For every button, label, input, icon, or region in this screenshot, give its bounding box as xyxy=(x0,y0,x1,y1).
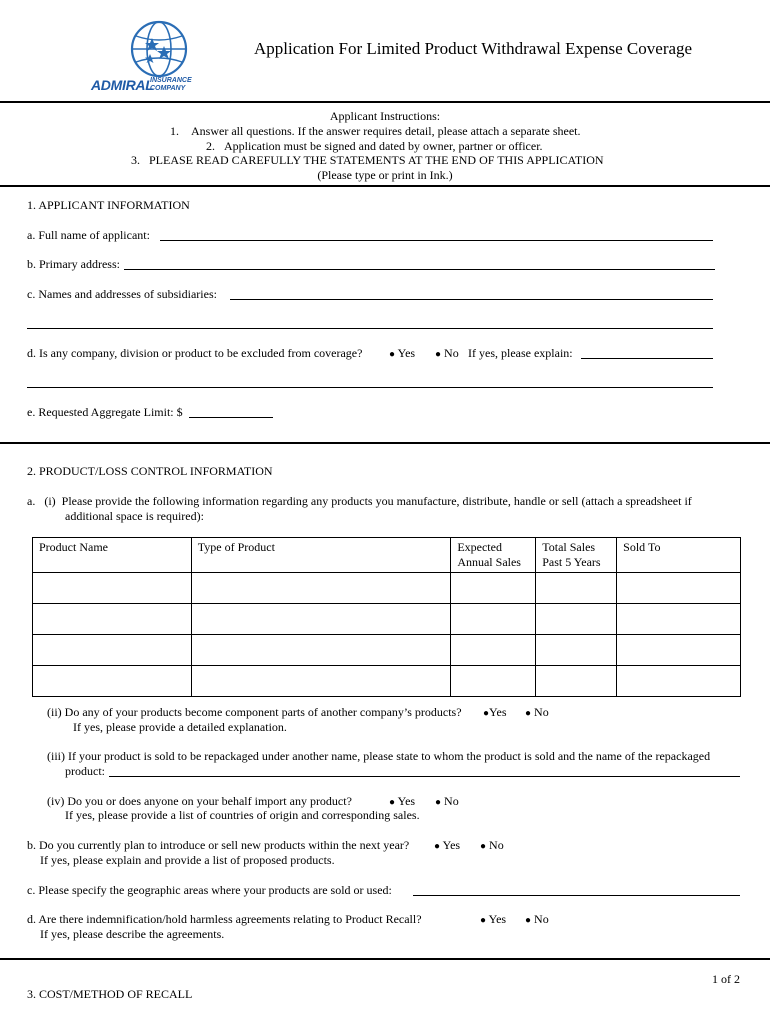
table-cell[interactable] xyxy=(536,573,617,604)
import-no-label: No xyxy=(444,794,459,808)
form-title: Application For Limited Product Withdrawal Expense Coverage xyxy=(254,39,693,58)
exclusion-no-option[interactable] xyxy=(435,346,459,361)
geographic-areas-label: c. Please specify the geographic areas where your products are sold or used: xyxy=(27,883,392,897)
repackaged-question-line1: (iii) If your product is sold to be repackaged under another name, please state to whom the product is sold and the name of the repackaged xyxy=(47,749,711,763)
section2-divider xyxy=(0,958,770,960)
exclusion-explain-field[interactable] xyxy=(581,358,713,359)
col-header-sold-to: Sold To xyxy=(617,538,741,573)
bullet-icon: ● xyxy=(435,349,442,360)
bullet-icon: ● xyxy=(389,797,396,808)
table-cell[interactable] xyxy=(536,604,617,635)
subsidiaries-field-line-2[interactable] xyxy=(27,328,713,329)
full-name-field[interactable] xyxy=(160,240,713,241)
col-header-expected-annual-sales: Expected Annual Sales xyxy=(451,538,536,573)
table-header-row xyxy=(33,538,741,573)
import-yes-label: Yes xyxy=(397,794,416,808)
table-cell[interactable] xyxy=(33,573,192,604)
indemnification-no-label: No xyxy=(534,912,549,926)
bullet-icon: ● xyxy=(435,797,442,808)
table-cell[interactable] xyxy=(33,635,192,666)
component-parts-no-label: No xyxy=(534,705,549,719)
bullet-icon: ● xyxy=(389,349,396,360)
import-sub: If yes, please provide a list of countries of origin and corresponding sales. xyxy=(65,808,420,822)
table-cell[interactable] xyxy=(451,573,536,604)
indemnification-yes-option[interactable] xyxy=(480,912,506,927)
page-number: 1 of 2 xyxy=(712,972,740,986)
indemnification-sub: If yes, please describe the agreements. xyxy=(40,927,225,941)
indemnification-yes-label: Yes xyxy=(488,912,507,926)
logo-wordmark: ADMIRAL xyxy=(91,77,154,93)
import-yes-option[interactable] xyxy=(389,794,415,809)
exclusion-explain-label: If yes, please explain: xyxy=(468,346,573,360)
exclusion-no-label: No xyxy=(444,346,459,360)
section2-heading: 2. PRODUCT/LOSS CONTROL INFORMATION xyxy=(27,464,273,478)
table-cell[interactable] xyxy=(617,604,741,635)
products-question-line2: additional space is required): xyxy=(65,509,204,523)
table-cell[interactable] xyxy=(191,573,451,604)
instruction-item-2: 2. Application must be signed and dated by owner, partner or officer. xyxy=(206,139,543,153)
section1-divider xyxy=(0,442,770,444)
table-cell[interactable] xyxy=(536,666,617,697)
globe-stars-icon xyxy=(128,18,190,80)
table-row xyxy=(33,635,741,666)
instructions-note: (Please type or print in Ink.) xyxy=(317,168,453,182)
instructions-divider xyxy=(0,185,770,187)
col-header-total-sales-5-years: Total Sales Past 5 Years xyxy=(536,538,617,573)
table-row xyxy=(33,604,741,635)
new-products-question: b. Do you currently plan to introduce or sell new products within the next year? xyxy=(27,838,410,852)
subsidiaries-label: c. Names and addresses of subsidiaries: xyxy=(27,287,217,301)
products-question-line1: a. (i) Please provide the following information regarding any products you manufacture, distribute, handle or sell (attach a spreadsheet if xyxy=(27,494,692,508)
primary-address-label: b. Primary address: xyxy=(27,257,120,271)
new-products-yes-option[interactable] xyxy=(434,838,460,853)
component-parts-no-option[interactable] xyxy=(525,705,549,720)
import-question: (iv) Do you or does anyone on your behalf import any product? xyxy=(47,794,352,808)
instructions-heading: Applicant Instructions: xyxy=(329,109,441,123)
table-cell[interactable] xyxy=(191,635,451,666)
bullet-icon: ● xyxy=(434,841,441,852)
table-cell[interactable] xyxy=(617,635,741,666)
exclusion-yes-label: Yes xyxy=(397,346,416,360)
subsidiaries-field[interactable] xyxy=(230,299,713,300)
table-cell[interactable] xyxy=(536,635,617,666)
import-no-option[interactable] xyxy=(435,794,459,809)
exclusion-yes-option[interactable] xyxy=(389,346,415,361)
col-header-product-name: Product Name xyxy=(33,538,192,573)
table-row xyxy=(33,573,741,604)
table-cell[interactable] xyxy=(451,604,536,635)
header-divider xyxy=(0,101,770,103)
section3-heading: 3. COST/METHOD OF RECALL xyxy=(27,987,193,1001)
new-products-yes-label: Yes xyxy=(442,838,461,852)
bullet-icon: ● xyxy=(483,708,490,719)
new-products-sub: If yes, please explain and provide a list of proposed products. xyxy=(40,853,335,867)
full-name-label: a. Full name of applicant: xyxy=(27,228,150,242)
bullet-icon: ● xyxy=(525,915,532,926)
repackaged-question-line2: product: xyxy=(65,764,105,778)
table-cell[interactable] xyxy=(451,666,536,697)
col-header-type-of-product: Type of Product xyxy=(191,538,451,573)
table-cell[interactable] xyxy=(617,573,741,604)
exclusion-explain-field-line-2[interactable] xyxy=(27,387,713,388)
table-cell[interactable] xyxy=(33,604,192,635)
logo-subtext-insurance: INSURANCE xyxy=(150,77,192,84)
instruction-item-3: 3. PLEASE READ CAREFULLY THE STATEMENTS AT THE END OF THIS APPLICATION xyxy=(131,153,604,167)
component-parts-yes-option[interactable] xyxy=(483,705,507,720)
table-cell[interactable] xyxy=(191,604,451,635)
geographic-areas-field[interactable] xyxy=(413,895,740,896)
table-row xyxy=(33,666,741,697)
new-products-no-option[interactable] xyxy=(480,838,504,853)
table-cell[interactable] xyxy=(33,666,192,697)
indemnification-question: d. Are there indemnification/hold harmless agreements relating to Product Recall? xyxy=(27,912,422,926)
bullet-icon: ● xyxy=(480,841,487,852)
company-logo xyxy=(88,16,198,98)
component-parts-yes-label: Yes xyxy=(489,705,507,719)
aggregate-limit-label: e. Requested Aggregate Limit: $ xyxy=(27,405,183,419)
aggregate-limit-field[interactable] xyxy=(189,417,273,418)
indemnification-no-option[interactable] xyxy=(525,912,549,927)
primary-address-field[interactable] xyxy=(124,269,715,270)
bullet-icon: ● xyxy=(480,915,487,926)
component-parts-sub: If yes, please provide a detailed explanation. xyxy=(73,720,287,734)
logo-subtext-company: COMPANY xyxy=(150,85,186,92)
bullet-icon: ● xyxy=(525,708,532,719)
products-table xyxy=(32,537,741,697)
instruction-item-1: 1. Answer all questions. If the answer requires detail, please attach a separate sheet. xyxy=(170,124,581,138)
repackaged-field[interactable] xyxy=(109,776,740,777)
table-cell[interactable] xyxy=(191,666,451,697)
section1-heading: 1. APPLICANT INFORMATION xyxy=(27,198,190,212)
component-parts-question: (ii) Do any of your products become component parts of another company’s products? xyxy=(47,705,462,719)
new-products-no-label: No xyxy=(489,838,504,852)
table-cell[interactable] xyxy=(617,666,741,697)
exclusion-question: d. Is any company, division or product to be excluded from coverage? xyxy=(27,346,363,360)
table-cell[interactable] xyxy=(451,635,536,666)
